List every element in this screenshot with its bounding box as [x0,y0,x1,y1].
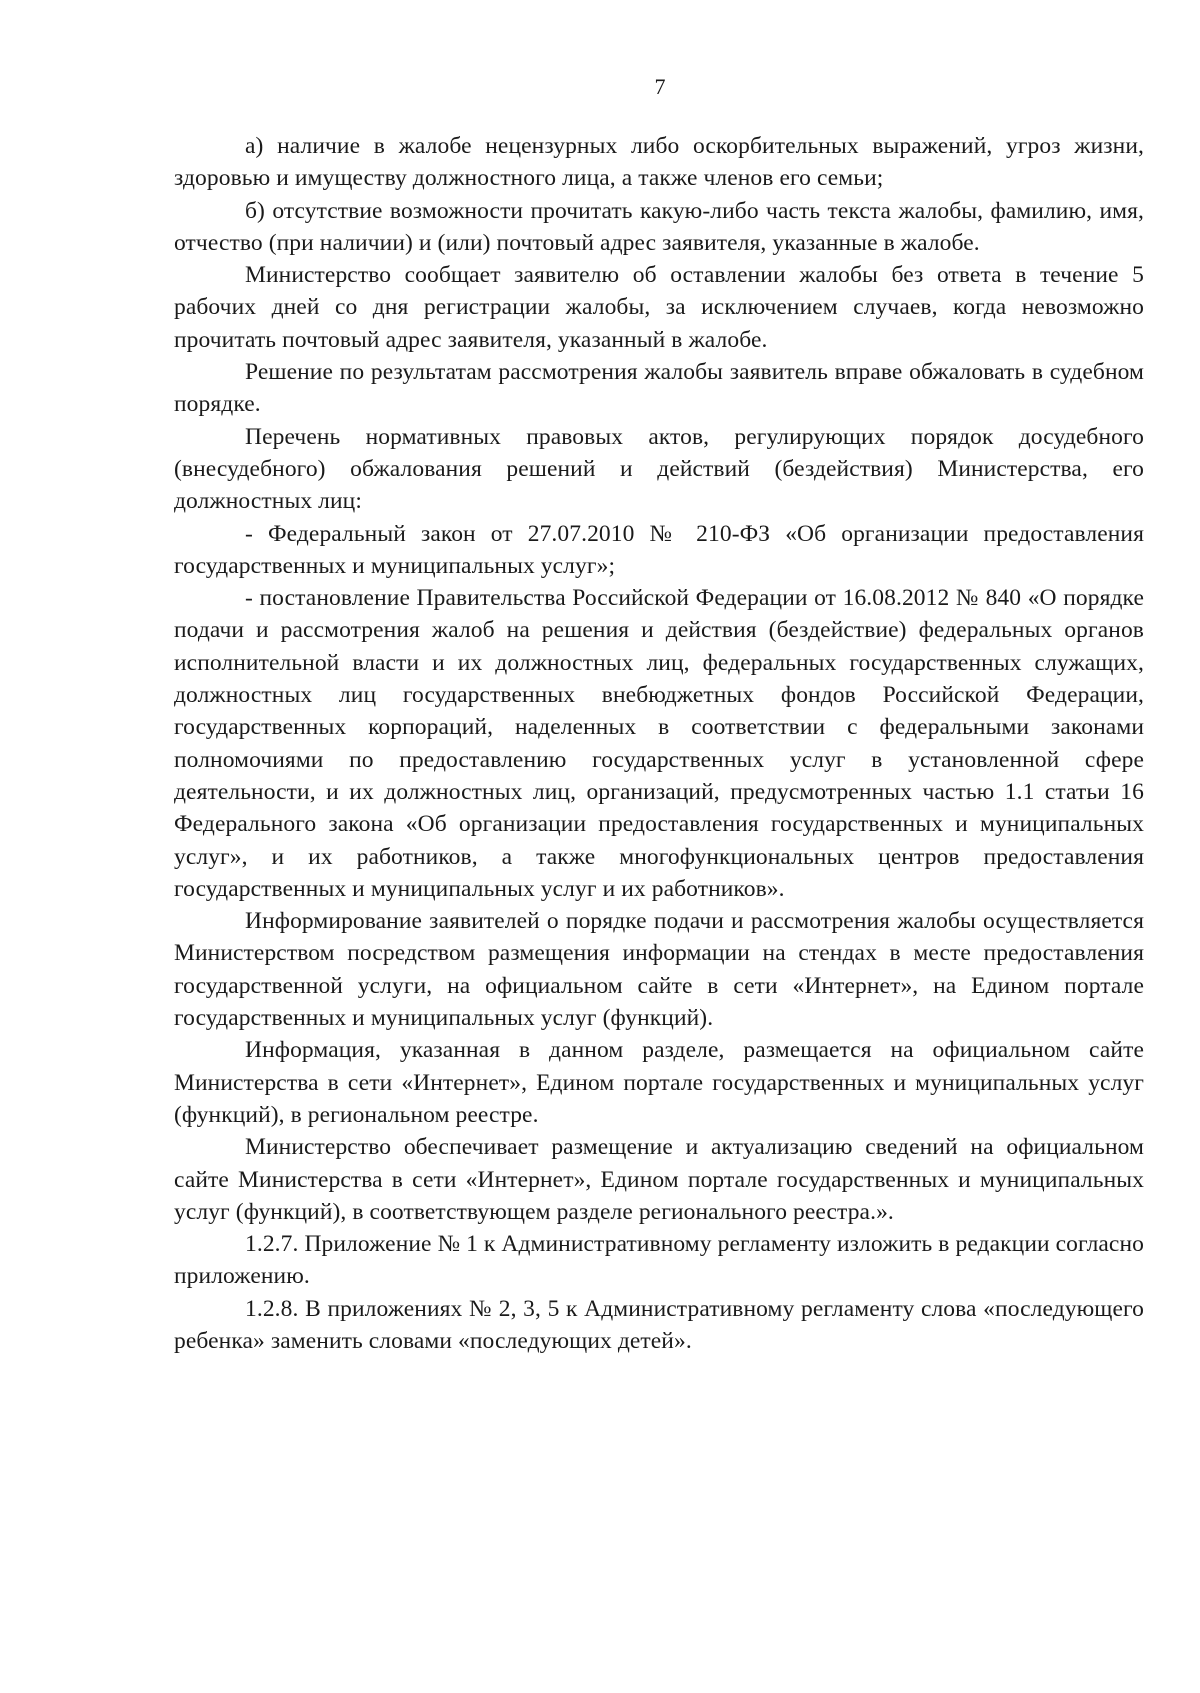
paragraph-1-2-8: 1.2.8. В приложениях № 2, 3, 5 к Административному регламенту слова «последующего ребенка» заменить словами «последующих детей». [174,1295,1144,1354]
paragraph-ministry-notice: Министерство сообщает заявителю об оставлении жалобы без ответа в течение 5 рабочих дней со дня регистрации жалобы, за исключением случаев, когда невозможно прочитать почтовый адрес заявителя, указанный в жалобе. [174,262,1144,353]
paragraph-b-unreadable-text: б) отсутствие возможности прочитать какую-либо часть текста жалобы, фамилию, имя, отчество (при наличии) и (или) почтовый адрес заявителя, указанные в жалобе. [174,197,1144,256]
page-number: 7 [654,74,666,99]
paragraph-1-2-7: 1.2.7. Приложение № 1 к Административному регламенту изложить в редакции согласно приложению. [174,1231,1144,1290]
paragraph-legal-acts-list: Перечень нормативных правовых актов, регулирующих порядок досудебного (внесудебного) обжалования решений и действий (бездействия) Министерства, его должностных лиц: [174,423,1144,515]
paragraph-federal-law-210: - Федеральный закон от 27.07.2010 № 210-ФЗ «Об организации предоставления государственных и муниципальных услуг»; [174,520,1144,579]
paragraph-section-info-placement: Информация, указанная в данном разделе, размещается на официальном сайте Министерства в сети «Интернет», Едином портале государственных и муниципальных услуг (функций), в региональном реестре. [174,1037,1144,1128]
paragraph-ministry-updates-info: Министерство обеспечивает размещение и актуализацию сведений на официальном сайте Министерства в сети «Интернет», Едином портале государственных и муниципальных услуг (функций), в соответствующем разделе регионального реестра.». [174,1134,1144,1225]
paragraph-resolution-840: - постановление Правительства Российской Федерации от 16.08.2012 № 840 «О порядке подачи и рассмотрения жалоб на решения и действия (бездействие) федеральных органов исполнительной власти и их должностных лиц, федеральных государственных служащих, должностных лиц государственных внебюджетных фондов Российской Федерации, государственных корпораций, наделенных в соответствии с федеральными законами полномочиями по предоставлению государственных услуг в установленной сфере деятельности, и их должностных лиц, организаций, предусмотренных частью 1.1 статьи 16 Федерального закона «Об организации предоставления государственных и муниципальных услуг», и их работников, а также многофункциональных центров предоставления государственных и муниципальных услуг и их работников». [174,585,1144,902]
paragraph-a-obscene-language: а) наличие в жалобе нецензурных либо оскорбительных выражений, угроз жизни, здоровью и имуществу должностного лица, а также членов его семьи; [174,133,1144,192]
paragraph-informing-applicants: Информирование заявителей о порядке подачи и рассмотрения жалобы осуществляется Министерством посредством размещения информации на стендах в месте предоставления государственной услуги, на официальном сайте в сети «Интернет», на Едином портале государственных и муниципальных услуг (функций). [174,908,1144,1032]
paragraph-court-appeal: Решение по результатам рассмотрения жалобы заявитель вправе обжаловать в судебном порядке. [174,359,1144,418]
document-body [174,130,1144,1357]
